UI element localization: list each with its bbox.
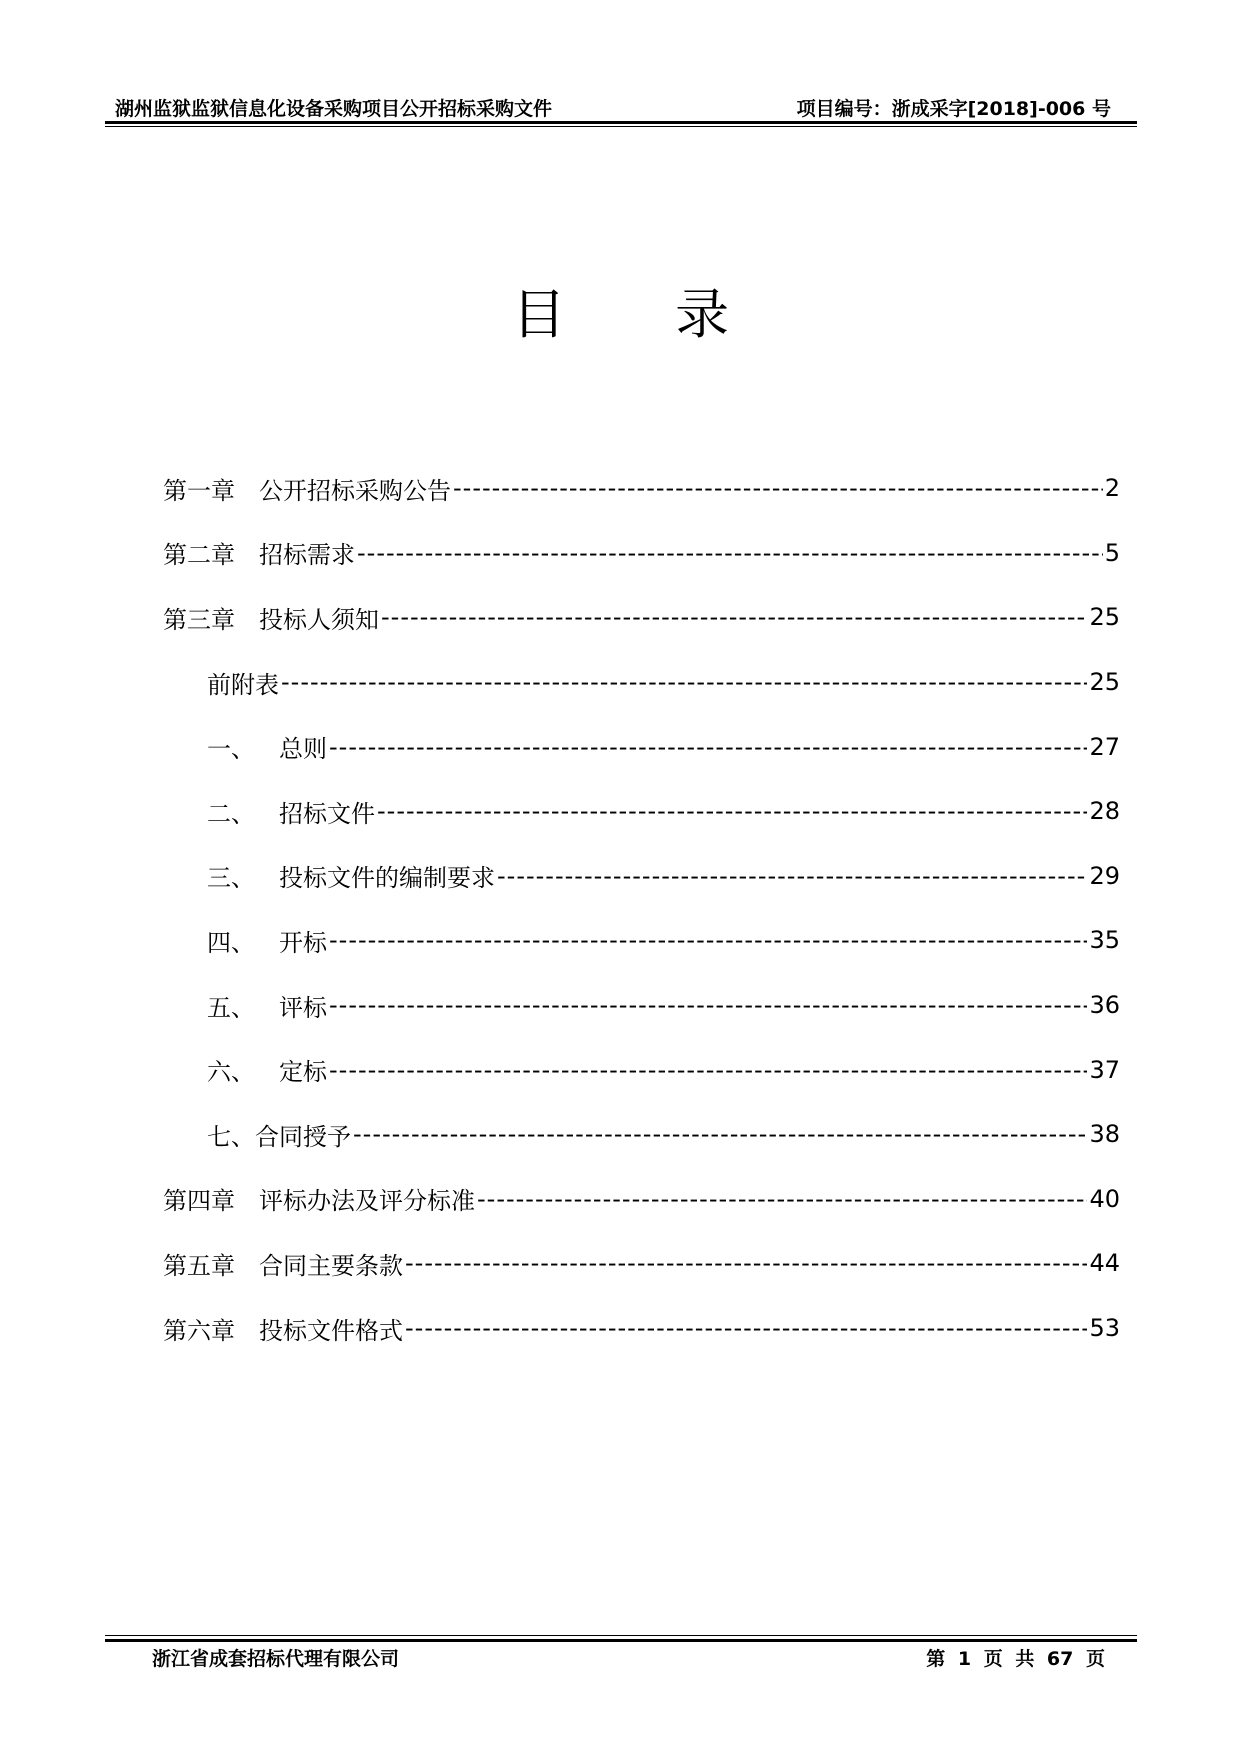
toc-leader	[353, 1120, 1087, 1148]
toc-heading: 目 录	[511, 283, 776, 346]
toc-entry-section-5[interactable]	[163, 973, 1120, 1038]
toc-number: 第四章	[163, 1187, 235, 1216]
toc-entry-section-6[interactable]	[163, 1037, 1120, 1102]
toc-title: 招标需求	[259, 541, 355, 570]
toc-entry-section-2[interactable]	[163, 779, 1120, 844]
toc-entry-section-4[interactable]	[163, 908, 1120, 973]
toc-title: 投标人须知	[259, 605, 379, 634]
toc-title: 前附表	[207, 670, 279, 699]
toc-title: 评标办法及评分标准	[259, 1187, 475, 1216]
toc-title: 总则	[279, 735, 327, 764]
toc-page-number: 36	[1089, 991, 1120, 1020]
toc-page-number: 35	[1089, 926, 1120, 955]
toc-leader	[357, 539, 1103, 567]
toc-title: 公开招标采购公告	[259, 476, 451, 505]
toc-leader	[405, 1314, 1087, 1342]
toc-title: 评标	[279, 993, 327, 1022]
toc-page-number: 27	[1089, 732, 1120, 761]
toc-number: 六、	[207, 1058, 255, 1087]
header-rule-thick	[105, 121, 1137, 124]
toc-leader	[381, 603, 1087, 631]
toc-entry-section-7[interactable]	[163, 1102, 1120, 1167]
toc-title: 合同主要条款	[259, 1251, 403, 1280]
toc-page-number: 38	[1089, 1120, 1120, 1149]
toc-page-number: 40	[1089, 1184, 1120, 1213]
toc-number: 第三章	[163, 605, 235, 634]
toc-entry-section-3[interactable]	[163, 844, 1120, 909]
document-title-header: 湖州监狱监狱信息化设备采购项目公开招标采购文件	[115, 98, 553, 120]
toc-entry-chapter-1[interactable]	[163, 456, 1120, 521]
page-footer	[105, 1644, 1137, 1670]
toc-page-number: 29	[1089, 861, 1120, 890]
toc-leader	[329, 733, 1087, 761]
toc-page-number: 44	[1089, 1249, 1120, 1278]
toc-entry-chapter-3[interactable]	[163, 585, 1120, 650]
toc-title: 投标文件的编制要求	[279, 864, 495, 893]
toc-leader	[329, 1056, 1087, 1084]
toc-entry-chapter-5[interactable]	[163, 1231, 1120, 1296]
toc-leader	[329, 926, 1087, 954]
toc-leader	[497, 862, 1087, 890]
toc-number: 第二章	[163, 541, 235, 570]
toc-leader	[453, 474, 1103, 502]
toc-number: 二、	[207, 799, 255, 828]
page-header	[105, 94, 1137, 120]
toc-title: 开标	[279, 928, 327, 957]
toc-entry-chapter-6[interactable]	[163, 1296, 1120, 1361]
toc-page-number: 25	[1089, 603, 1120, 632]
table-of-contents	[163, 456, 1120, 1360]
toc-title: 招标文件	[279, 799, 375, 828]
toc-leader	[377, 797, 1087, 825]
toc-number: 第一章	[163, 476, 235, 505]
toc-entry-chapter-2[interactable]	[163, 521, 1120, 586]
toc-entry-front-table[interactable]	[163, 650, 1120, 715]
toc-page-number: 25	[1089, 668, 1120, 697]
toc-number: 第五章	[163, 1251, 235, 1280]
toc-number: 七、	[207, 1122, 255, 1151]
toc-page-number: 37	[1089, 1055, 1120, 1084]
toc-number: 一、	[207, 735, 255, 764]
footer-rule-thick	[105, 1639, 1137, 1642]
toc-number: 五、	[207, 993, 255, 1022]
toc-number: 第六章	[163, 1316, 235, 1345]
toc-leader	[405, 1249, 1087, 1277]
toc-page-number: 53	[1089, 1314, 1120, 1343]
toc-number: 三、	[207, 864, 255, 893]
toc-number: 四、	[207, 928, 255, 957]
header-rule-thin	[105, 126, 1137, 127]
toc-entry-section-1[interactable]	[163, 714, 1120, 779]
toc-entry-chapter-4[interactable]	[163, 1167, 1120, 1232]
toc-page-number: 2	[1104, 474, 1120, 503]
toc-title: 投标文件格式	[259, 1316, 403, 1345]
page-number-info: 第 1 页 共 67 页	[926, 1648, 1105, 1670]
toc-leader	[477, 1185, 1087, 1213]
company-name: 浙江省成套招标代理有限公司	[152, 1648, 400, 1670]
footer-rule-thin	[105, 1635, 1137, 1636]
toc-title: 合同授予	[255, 1122, 351, 1151]
toc-title: 定标	[279, 1058, 327, 1087]
toc-leader	[329, 991, 1087, 1019]
project-number: 项目编号：浙成采字[2018]-006 号	[796, 98, 1111, 120]
toc-page-number: 28	[1089, 797, 1120, 826]
toc-page-number: 5	[1104, 538, 1120, 567]
toc-leader	[281, 668, 1087, 696]
